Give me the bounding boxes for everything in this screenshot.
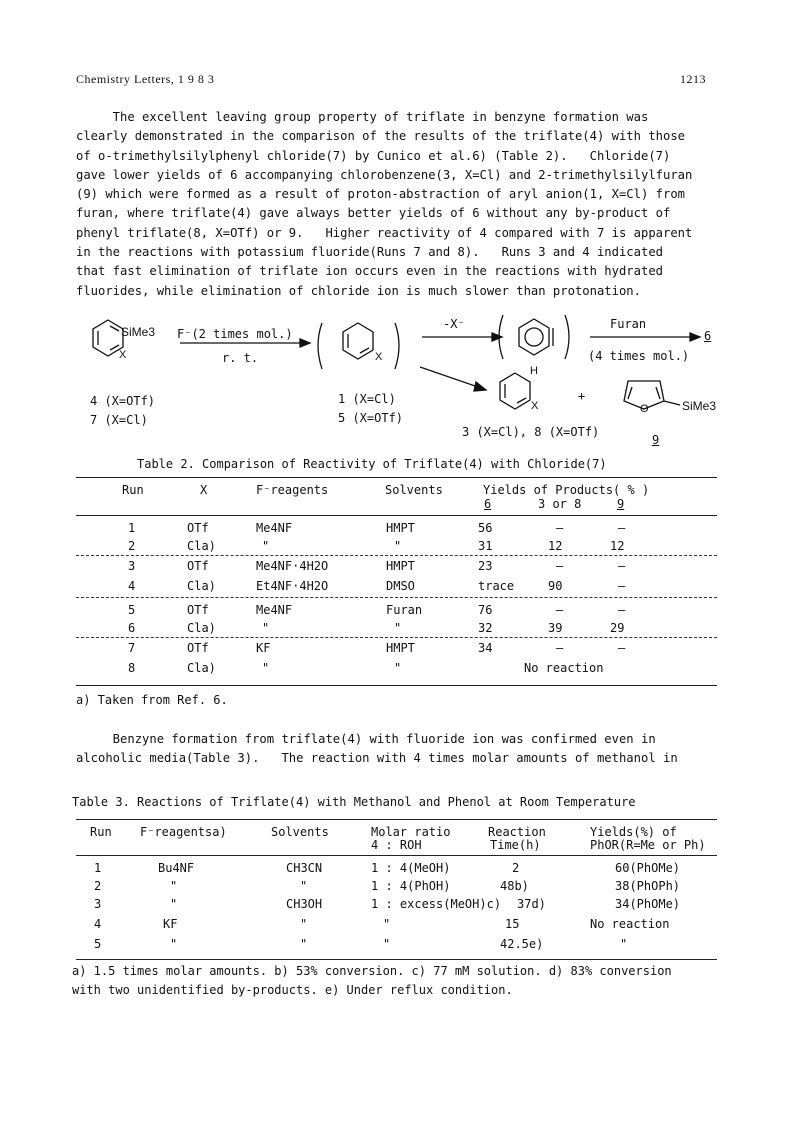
cell-solvent: " [394,539,402,553]
table-rule [76,855,717,856]
furan-o-label: O [640,403,649,415]
cell-time: 37d) [517,897,546,911]
paragraph-2 [76,730,716,769]
cell-yield-6: 31 [478,539,493,553]
cell-x: OTf [187,641,209,655]
cell-time: 2 [512,861,520,875]
subheader-9: 9 [617,497,625,511]
table-2 [0,455,793,715]
cell-yield-9: – [618,641,626,655]
col-header-x: X [200,483,208,497]
label-7: 7 (X=Cl) [90,413,148,427]
text-line: fluorides, while elimination of chloride ion is much slower than protonation. [76,283,641,298]
table-3-footnote: with two unidentified by-products. e) Under reflux condition. [72,983,513,997]
text-line: gave lower yields of 6 accompanying chlorobenzene(3, X=Cl) and 2-trimethylsilylfuran [76,167,693,182]
group-divider [76,555,717,556]
cell-ratio: 1 : 4(MeOH) [371,861,451,875]
cell-x: Cla) [187,661,216,675]
label-5: 5 (X=OTf) [338,411,404,425]
cell-run: 1 [94,861,102,875]
cell-solvent: CH3CN [286,861,323,875]
cell-solvent: HMPT [386,559,415,573]
table-2-footnote: a) Taken from Ref. 6. [76,693,228,707]
cell-run: 4 [128,579,136,593]
cell-yield-3-8: – [556,521,564,535]
cell-solvent: " [300,917,308,931]
cell-reagent: " [262,621,270,635]
cell-run: 6 [128,621,136,635]
cell-run: 3 [128,559,136,573]
group-divider [76,597,717,598]
minus-x-label: -X⁻ [443,317,465,331]
cell-run: 5 [128,603,136,617]
scheme-drawing [0,305,793,455]
cell-solvent: CH3OH [286,897,323,911]
cell-reagent: Et4NF·4H2O [256,579,329,593]
cell-yield-9: 29 [610,621,625,635]
col-header-run: Run [122,483,144,497]
table-3-caption: Table 3. Reactions of Triflate(4) with Methanol and Phenol at Room Temperature [72,795,636,809]
cell-run: 4 [94,917,102,931]
col-header-reaction: Reaction [488,825,546,839]
plus-sign: + [578,389,586,403]
text-line: (9) which were formed as a result of proton-abstraction of aryl anion(1, X=Cl) from [76,187,686,202]
subheader-6: 6 [484,497,492,511]
cell-reagent: Bu4NF [158,861,195,875]
text-line: clearly demonstrated in the comparison of the results of the triflate(4) with those [76,129,686,144]
text-line: The excellent leaving group property of triflate in benzyne formation was [76,110,649,124]
text-line: Benzyne formation from triflate(4) with fluoride ion was confirmed even in [76,732,656,746]
label-3-8: 3 (X=Cl), 8 (X=OTf) [462,425,600,439]
cell-yield: 38(PhOPh) [615,879,681,893]
table-rule [76,819,717,820]
product-x-label: X [531,400,539,412]
cell-solvent: HMPT [386,641,415,655]
cell-time: 48b) [500,879,529,893]
cell-reagent: " [262,661,270,675]
cell-yield: 34(PhOMe) [615,897,681,911]
cell-x: OTf [187,521,209,535]
cell-solvent: Furan [386,603,423,617]
anion-x-label: X [375,351,383,363]
col-header-ratio-sub: 4 : ROH [371,838,422,852]
cell-yield-9: – [618,559,626,573]
cell-yield-9: – [618,579,626,593]
col-header-reagents: F⁻reagentsa) [140,825,227,839]
cell-yield-9: – [618,603,626,617]
running-header: Chemistry Letters, 1 9 8 3 [76,72,215,86]
col-header-solvents: Solvents [271,825,329,839]
cell-yield-9: 12 [610,539,625,553]
cell-solvent: HMPT [386,521,415,535]
product-6-label: 6 [704,329,712,343]
table-rule [76,959,717,960]
cell-yield-3-8: – [556,559,564,573]
subheader-3-or-8: 3 or 8 [538,497,582,511]
cell-yield: No reaction [590,917,670,931]
table-rule [76,515,717,516]
label-1: 1 (X=Cl) [338,392,396,406]
text-line: alcoholic media(Table 3). The reaction with 4 times molar amounts of methanol in [76,751,678,766]
cell-yield-3-8: 39 [548,621,563,635]
table-rule [76,477,717,478]
furan-label: Furan [610,317,647,331]
reaction-scheme [0,305,793,455]
furan-sime3-label: SiMe3 [682,399,717,413]
col-header-yields: Yields(%) of [590,825,677,839]
cell-reagent: Me4NF [256,521,293,535]
cell-yield-6: trace [478,579,515,593]
cell-yield-6: 23 [478,559,493,573]
cell-yield-3-8: – [556,603,564,617]
cell-yield-6: 56 [478,521,493,535]
col-header-run: Run [90,825,112,839]
cell-reagent: " [262,539,270,553]
table-3 [0,793,793,1013]
cell-solvent: " [300,937,308,951]
cell-yield-3-8: – [556,641,564,655]
group-divider [76,637,717,638]
page-number: 1213 [680,72,706,86]
label-9: 9 [652,433,660,447]
cell-reagent: KF [163,917,178,931]
cell-run: 2 [128,539,136,553]
cell-solvent: " [300,879,308,893]
cell-run: 8 [128,661,136,675]
text-line: of o-trimethylsilylphenyl chloride(7) by Cunico et al.6) (Table 2). Chloride(7) [76,148,671,163]
cell-run: 5 [94,937,102,951]
col-header-molar-ratio: Molar ratio [371,825,451,839]
h-label: H [530,365,538,377]
benzyne-ring-icon [519,319,549,355]
cell-reagent: Me4NF [256,603,293,617]
cell-yield-3-8: 12 [548,539,563,553]
cell-ratio: 1 : 4(PhOH) [371,879,451,893]
cell-yield-9: – [618,521,626,535]
rt-label: r. t. [222,351,259,365]
text-line: furan, where triflate(4) gave always better yields of 6 without any by-product of [76,206,671,221]
col-header-time: Time(h) [490,838,541,852]
cell-reagent: " [170,897,178,911]
table-2-caption: Table 2. Comparison of Reactivity of Triflate(4) with Chloride(7) [137,457,607,471]
cell-ratio: 1 : excess(MeOH)c) [371,897,502,911]
table-rule [76,685,717,686]
cell-reagent: Me4NF·4H2O [256,559,329,573]
cell-reagent: " [170,879,178,893]
text-line: that fast elimination of triflate ion occurs even in the reactions with hydrated [76,264,663,279]
cell-run: 7 [128,641,136,655]
cell-reagent: KF [256,641,271,655]
table-3-footnote: a) 1.5 times molar amounts. b) 53% conversion. c) 77 mM solution. d) 83% conversion [72,964,672,978]
col-header-reagents: F⁻reagents [256,483,329,497]
text-line: in the reactions with potassium fluoride(Runs 7 and 8). Runs 3 and 4 indicated [76,245,663,260]
cell-x: Cla) [187,621,216,635]
cell-run: 1 [128,521,136,535]
cell-reagent: " [170,937,178,951]
cell-solvent: " [394,661,402,675]
cell-x: OTf [187,559,209,573]
cell-yield-3-8: 90 [548,579,563,593]
cell-run: 2 [94,879,102,893]
reagent-label: F⁻(2 times mol.) [177,327,293,341]
x-label: X [119,349,127,361]
cell-yield-6: 76 [478,603,493,617]
col-header-yields: Yields of Products( % ) [483,483,650,497]
cell-x: Cla) [187,539,216,553]
paragraph-1 [76,108,716,301]
cell-yield-6: 32 [478,621,493,635]
sime3-label: SiMe3 [121,325,156,339]
col-header-phor: PhOR(R=Me or Ph) [590,838,706,852]
cell-yield-6: No reaction [524,661,604,675]
cell-run: 3 [94,897,102,911]
cell-yield: " [620,937,628,951]
cell-solvent: DMSO [386,579,415,593]
cell-yield: 60(PhOMe) [615,861,681,875]
label-4: 4 (X=OTf) [90,394,156,408]
cell-x: Cla) [187,579,216,593]
cell-x: OTf [187,603,209,617]
col-header-solvents: Solvents [385,483,443,497]
cell-ratio: " [383,937,391,951]
cell-ratio: " [383,917,391,931]
cell-time: 15 [505,917,520,931]
furan-amount-label: (4 times mol.) [588,349,690,363]
text-line: phenyl triflate(8, X=OTf) or 9. Higher reactivity of 4 compared with 7 is apparent [76,225,693,240]
cell-solvent: " [394,621,402,635]
cell-yield-6: 34 [478,641,493,655]
cell-time: 42.5e) [500,937,544,951]
